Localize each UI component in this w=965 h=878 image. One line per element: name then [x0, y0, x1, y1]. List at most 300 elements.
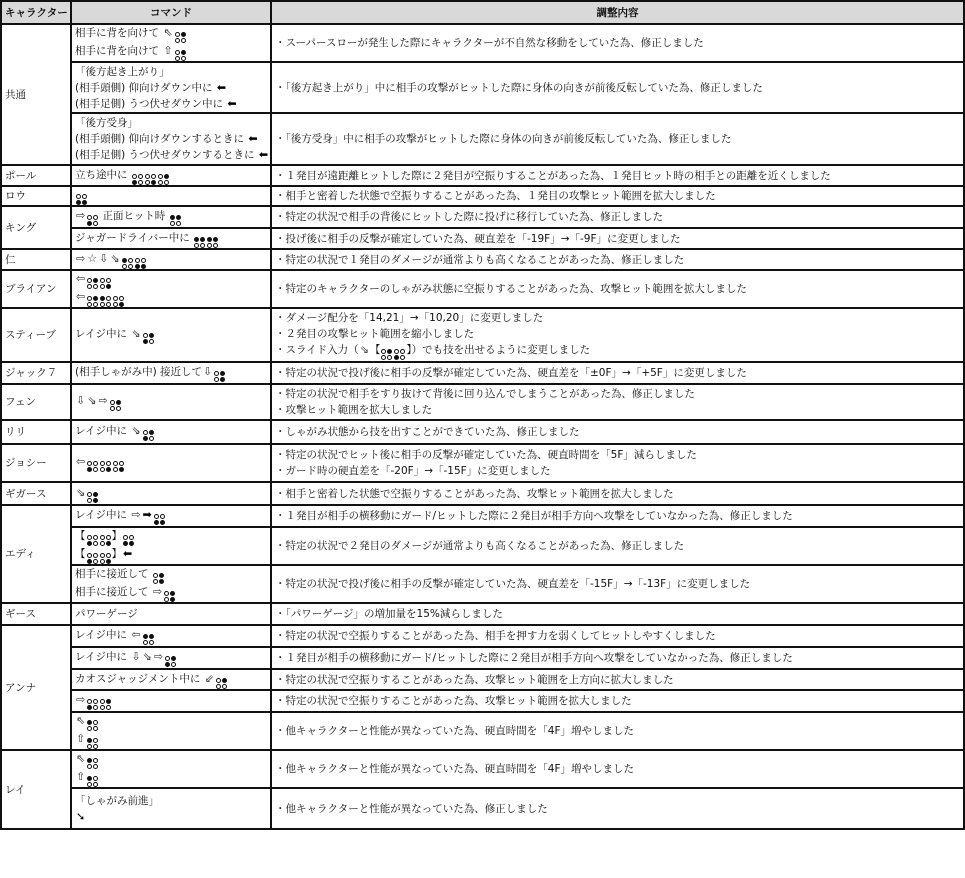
command-line: [75, 671, 267, 689]
command-text: (相手足側) うつ伏せダウンするときに: [75, 149, 258, 161]
command-text: レイジ中に: [75, 651, 131, 663]
button-input-icon: [145, 174, 156, 185]
command-line: [75, 528, 267, 546]
command-line: [75, 454, 267, 472]
notes-cell: [271, 647, 964, 669]
notes-line: [275, 188, 960, 204]
table-row: [1, 788, 964, 829]
direction-arrow-icon: ⇦: [76, 290, 86, 303]
command-text: レイジ中に: [75, 509, 131, 521]
command-line: [75, 507, 267, 525]
notes-line: [275, 326, 960, 342]
notes-cell: [271, 690, 964, 712]
command-line: [75, 364, 267, 382]
button-input-icon: [87, 296, 98, 307]
command-cell: [71, 690, 271, 712]
direction-arrow-icon: ⇩: [131, 650, 141, 663]
table-row: [1, 712, 964, 750]
notes-text: ・特定の状況で空振りすることがあった為、攻撃ヒット範囲を上方向に拡大しました: [275, 673, 674, 686]
command-line: [75, 649, 267, 667]
command-line: [75, 25, 267, 43]
command-line: [75, 64, 267, 80]
notes-text: ・特定の状況で空振りすることがあった為、攻撃ヒット範囲を拡大しました: [275, 695, 632, 707]
command-cell: [71, 24, 271, 62]
notes-cell: [271, 165, 964, 186]
notes-text: ・スライド入力（: [275, 344, 359, 356]
command-text: 【: [75, 530, 86, 542]
notes-line: [275, 131, 960, 147]
direction-arrow-icon: ⇖: [163, 26, 173, 39]
notes-text: ・特定の状況で相手をすり抜けて背後に回り込んでしまうことがあった為、修正しました: [275, 388, 695, 400]
command-cell: [71, 625, 271, 647]
command-line: [75, 131, 267, 147]
command-line: [75, 692, 267, 710]
command-line: [75, 251, 267, 269]
notes-text: ・ダメージ配分を「14,21」→「10,20」に変更しました: [275, 312, 544, 324]
notes-cell: [271, 669, 964, 690]
direction-arrow-icon: ⇨: [152, 585, 163, 598]
header-character: キャラクター: [1, 1, 71, 24]
button-input-icon: [123, 535, 134, 546]
button-input-icon: [175, 50, 186, 61]
notes-text: ・特定の状況で２発目のダメージが通常よりも高くなることがあった為、修正しました: [275, 540, 685, 552]
notes-text: ・他キャラクターと性能が異なっていた為、修正しました: [275, 802, 548, 815]
table-row: [1, 228, 964, 249]
notes-line: [275, 35, 960, 51]
button-input-icon: [214, 371, 225, 382]
command-line: [75, 751, 267, 769]
command-cell: [71, 62, 271, 113]
table-row: [1, 62, 964, 113]
notes-text: ・「後方起き上がり」中に相手の攻撃がヒットした際に身体の向きが前後反転していた為、修正しました: [275, 81, 763, 94]
command-line: [75, 713, 267, 731]
notes-line: [275, 231, 960, 247]
command-line: [75, 423, 267, 441]
command-line: [75, 230, 267, 248]
notes-line: [275, 672, 960, 688]
command-text: 立ち途中に: [75, 168, 131, 181]
table-row: [1, 420, 964, 444]
notes-cell: [271, 420, 964, 444]
button-input-icon: [100, 461, 111, 472]
character-cell: フェン: [1, 384, 71, 420]
notes-cell: [271, 270, 964, 308]
notes-text: ・「後方受身」中に相手の攻撃がヒットした際に身体の向きが前後反転していた為、修正しました: [275, 133, 732, 145]
direction-arrow-icon: ⇨: [76, 209, 86, 222]
direction-arrow-icon: ⇘: [110, 251, 120, 265]
command-line: [75, 809, 267, 825]
direction-arrow-icon: ⬅: [248, 132, 258, 145]
button-input-icon: [87, 776, 98, 787]
direction-arrow-icon: ⇘: [87, 394, 97, 407]
notes-text: 】）でも技を出せるように変更しました: [406, 344, 591, 356]
command-line: [75, 80, 267, 96]
command-line: [75, 43, 267, 61]
character-cell: ギガース: [1, 482, 71, 505]
button-input-icon: [87, 720, 98, 731]
direction-arrow-icon: ➘: [76, 809, 86, 823]
direction-arrow-icon: ⬅: [258, 148, 269, 161]
header-notes: 調整内容: [271, 1, 964, 24]
button-input-icon: [110, 400, 121, 411]
command-cell: [71, 712, 271, 750]
notes-text: 【: [369, 344, 381, 356]
notes-cell: [271, 186, 964, 206]
table-row: [1, 362, 964, 384]
command-text: 】: [111, 530, 122, 542]
notes-cell: [271, 750, 964, 788]
button-input-icon: [87, 758, 98, 769]
command-cell: [71, 420, 271, 444]
command-line: [75, 167, 267, 185]
notes-line: [275, 424, 960, 440]
command-cell: [71, 647, 271, 669]
command-line: [75, 96, 267, 112]
command-text: 相手に接近して: [75, 568, 152, 580]
command-text: (相手足側) うつ伏せダウン中に: [75, 97, 227, 110]
command-line: [75, 485, 267, 503]
button-input-icon: [100, 699, 111, 710]
button-input-icon: [170, 215, 181, 226]
command-text: パワーゲージ: [75, 608, 138, 620]
table-row: [1, 647, 964, 669]
command-text: 相手に背を向けて: [75, 45, 163, 57]
direction-arrow-icon: ⇘: [76, 485, 86, 499]
notes-line: [275, 650, 960, 666]
button-input-icon: [100, 535, 111, 546]
command-cell: [71, 308, 271, 362]
table-row: [1, 669, 964, 690]
notes-cell: [271, 527, 964, 565]
notes-line: [275, 761, 960, 777]
command-cell: [71, 113, 271, 165]
command-line: [75, 769, 267, 787]
direction-arrow-icon: ➡: [142, 508, 152, 521]
notes-text: ・特定のキャラクターのしゃがみ状態に空振りすることがあった為、攻撃ヒット範囲を拡大しました: [275, 283, 747, 295]
command-line: [75, 606, 267, 622]
notes-line: [275, 80, 960, 96]
command-line: [75, 115, 267, 131]
direction-arrow-icon: ⇦: [131, 628, 141, 641]
button-input-icon: [132, 174, 143, 185]
button-input-icon: [122, 258, 133, 269]
table-row: [1, 24, 964, 62]
command-text: 相手に接近して: [75, 586, 152, 598]
direction-arrow-icon: ⇧: [163, 44, 173, 57]
table-row: [1, 482, 964, 505]
command-cell: [71, 249, 271, 270]
notes-line: [275, 310, 960, 326]
command-text: ジャガードライバー中に: [75, 231, 194, 244]
notes-cell: [271, 444, 964, 482]
direction-arrow-icon: ⇘: [359, 343, 369, 356]
direction-arrow-icon: ⇘: [142, 650, 152, 663]
notes-cell: [271, 308, 964, 362]
direction-arrow-icon: ⇨: [153, 650, 163, 663]
direction-arrow-icon: ⇙: [204, 671, 214, 685]
notes-line: [275, 252, 960, 268]
command-text: 【: [75, 548, 86, 560]
table-row: [1, 249, 964, 270]
table-row: [1, 750, 964, 788]
command-cell: [71, 444, 271, 482]
table-body: [1, 24, 964, 829]
notes-line: [275, 693, 960, 709]
command-cell: [71, 206, 271, 228]
button-input-icon: [87, 278, 98, 289]
command-line: [75, 187, 267, 205]
button-input-icon: [143, 333, 154, 344]
table-row: [1, 308, 964, 362]
command-line: [75, 147, 267, 163]
command-text: レイジ中に: [75, 629, 131, 641]
command-line: [75, 393, 267, 411]
table-row: [1, 113, 964, 165]
button-input-icon: [154, 514, 165, 525]
button-input-icon: [164, 591, 175, 602]
notes-cell: [271, 788, 964, 829]
notes-cell: [271, 24, 964, 62]
notes-line: [275, 508, 960, 524]
button-input-icon: [87, 461, 98, 472]
notes-line: [275, 386, 960, 402]
direction-arrow-icon: ⇩: [203, 365, 213, 378]
notes-text: ・特定の状況で１発目のダメージが通常よりも高くなることがあった為、修正しました: [275, 253, 685, 266]
notes-text: ・特定の状況で空振りすることがあった為、相手を押す力を弱くしてヒットしやすくしました: [275, 630, 716, 642]
button-input-icon: [76, 194, 87, 205]
direction-arrow-icon: ⬅: [227, 96, 237, 110]
direction-arrow-icon: ⇖: [76, 752, 86, 765]
command-line: [75, 289, 267, 307]
command-cell: [71, 186, 271, 206]
notes-cell: [271, 625, 964, 647]
notes-line: [275, 447, 960, 463]
notes-text: ・特定の状況で投げ後に相手の反撃が確定していた為、硬直差を「-15F」→「-13F」に変更しました: [275, 578, 751, 590]
character-cell: ジャック７: [1, 362, 71, 384]
command-cell: [71, 750, 271, 788]
character-cell: 仁: [1, 249, 71, 270]
direction-arrow-icon: ⇨: [76, 251, 86, 265]
button-input-icon: [100, 278, 111, 289]
character-cell: ロウ: [1, 186, 71, 206]
button-input-icon: [194, 237, 205, 248]
table-row: [1, 603, 964, 625]
notes-text: ・投げ後に相手の反撃が確定していた為、硬直差を「-19F」→「-9F」に変更しました: [275, 232, 681, 245]
command-line: [75, 208, 267, 226]
notes-line: [275, 538, 960, 554]
direction-arrow-icon: ⇨: [98, 394, 108, 407]
command-text: レイジ中に: [75, 425, 131, 437]
command-text: 「後方起き上がり」: [75, 65, 170, 78]
notes-cell: [271, 603, 964, 625]
notes-line: [275, 342, 960, 360]
direction-arrow-icon: ⬅: [123, 547, 133, 560]
direction-arrow-icon: ⇘: [131, 424, 141, 437]
notes-line: [275, 628, 960, 644]
button-input-icon: [87, 492, 98, 503]
table-row: [1, 625, 964, 647]
command-line: [75, 731, 267, 749]
direction-arrow-icon: ⇨: [131, 508, 141, 521]
button-input-icon: [381, 349, 392, 360]
notes-text: ・スーパースローが発生した際にキャラクターが不自然な移動をしていた為、修正しました: [275, 37, 704, 49]
notes-cell: [271, 228, 964, 249]
character-cell: レイ: [1, 750, 71, 829]
header-command: コマンド: [71, 1, 271, 24]
character-cell: 共通: [1, 24, 71, 165]
notes-line: [275, 402, 960, 418]
command-text: レイジ中に: [75, 328, 131, 340]
command-text: 正面ヒット時: [99, 210, 169, 222]
character-cell: リリ: [1, 420, 71, 444]
command-text: 】: [111, 548, 122, 560]
table-row: [1, 444, 964, 482]
notes-text: ・ガード時の硬直差を「-20F」→「-15F」に変更しました: [275, 465, 551, 477]
button-input-icon: [87, 738, 98, 749]
notes-cell: [271, 362, 964, 384]
command-text: (相手頭側) 仰向けダウンするときに: [75, 133, 248, 145]
command-text: カオスジャッジメント中に: [75, 672, 204, 685]
notes-cell: [271, 482, 964, 505]
notes-cell: [271, 113, 964, 165]
direction-arrow-icon: ⇧: [76, 770, 86, 783]
character-cell: ブライアン: [1, 270, 71, 308]
command-cell: [71, 228, 271, 249]
command-cell: [71, 482, 271, 505]
button-input-icon: [100, 553, 111, 564]
notes-text: ・１発目が相手の横移動にガード/ヒットした際に２発目が相手方向へ攻撃をしていなかった為、修正しました: [275, 652, 793, 664]
table-row: [1, 165, 964, 186]
table-row: [1, 690, 964, 712]
table-row: [1, 270, 964, 308]
notes-line: [275, 365, 960, 381]
character-cell: スティーブ: [1, 308, 71, 362]
notes-line: [275, 723, 960, 739]
button-input-icon: [87, 215, 98, 226]
command-cell: [71, 165, 271, 186]
notes-line: [275, 209, 960, 225]
button-input-icon: [143, 430, 154, 441]
character-cell: アンナ: [1, 625, 71, 750]
button-input-icon: [207, 237, 218, 248]
table-row: [1, 206, 964, 228]
notes-line: [275, 463, 960, 479]
command-line: [75, 546, 267, 564]
character-cell: ジョシー: [1, 444, 71, 482]
direction-arrow-icon: ⇖: [76, 714, 86, 727]
command-text: 「しゃがみ前進」: [75, 794, 159, 807]
notes-line: [275, 281, 960, 297]
button-input-icon: [113, 461, 124, 472]
notes-text: ・相手と密着した状態で空振りすることがあった為、１発目の攻撃ヒット範囲を拡大しました: [275, 190, 716, 202]
button-input-icon: [135, 258, 146, 269]
notes-cell: [271, 249, 964, 270]
character-cell: キング: [1, 206, 71, 249]
notes-cell: [271, 712, 964, 750]
character-cell: ポール: [1, 165, 71, 186]
command-cell: [71, 669, 271, 690]
notes-text: ・１発目が遠距離ヒットした際に２発目が空振りすることがあった為、１発目ヒット時の相手との距離を近くしました: [275, 169, 831, 182]
button-input-icon: [100, 296, 111, 307]
button-input-icon: [175, 32, 186, 43]
button-input-icon: [113, 296, 124, 307]
notes-text: ・しゃがみ状態から技を出すことができていた為、修正しました: [275, 426, 580, 438]
button-input-icon: [143, 634, 154, 645]
notes-cell: [271, 384, 964, 420]
command-text: 「後方受身」: [75, 117, 138, 129]
button-input-icon: [87, 699, 98, 710]
command-cell: [71, 527, 271, 565]
notes-text: ・他キャラクターと性能が異なっていた為、硬直時間を「4F」増やしました: [275, 725, 635, 737]
table-row: [1, 565, 964, 603]
header-row: [1, 1, 964, 24]
direction-arrow-icon: ⇘: [131, 327, 141, 340]
notes-text: ・「パワーゲージ」の増加量を15%減らしました: [275, 608, 503, 620]
notes-line: [275, 606, 960, 622]
command-cell: [71, 505, 271, 527]
notes-text: ・１発目が相手の横移動にガード/ヒットした際に２発目が相手方向へ攻撃をしていなかった為、修正しました: [275, 510, 793, 522]
command-text: (相手しゃがみ中) 接近して: [75, 366, 203, 378]
button-input-icon: [394, 349, 405, 360]
button-input-icon: [153, 573, 164, 584]
notes-text: ・特定の状況で投げ後に相手の反撃が確定していた為、硬直差を「±0F」→「+5F」に変更しました: [275, 367, 747, 379]
command-line: [75, 566, 267, 584]
notes-line: [275, 486, 960, 502]
command-line: [75, 326, 267, 344]
notes-line: [275, 801, 960, 817]
command-cell: [71, 384, 271, 420]
notes-cell: [271, 565, 964, 603]
notes-cell: [271, 62, 964, 113]
command-line: [75, 627, 267, 645]
notes-cell: [271, 206, 964, 228]
table-row: [1, 505, 964, 527]
direction-arrow-icon: ⇦: [76, 272, 86, 285]
table-row: [1, 527, 964, 565]
notes-text: ・他キャラクターと性能が異なっていた為、硬直時間を「4F」増やしました: [275, 763, 635, 775]
command-cell: [71, 565, 271, 603]
command-cell: [71, 270, 271, 308]
notes-line: [275, 576, 960, 592]
notes-text: ・特定の状況でヒット後に相手の反撃が確定していた為、硬直時間を「5F」減らしました: [275, 449, 697, 461]
direction-arrow-icon: ⬅: [216, 80, 227, 94]
command-line: [75, 271, 267, 289]
notes-text: ・相手と密着した状態で空振りすることがあった為、攻撃ヒット範囲を拡大しました: [275, 487, 674, 500]
direction-arrow-icon: ☆: [87, 251, 98, 265]
button-input-icon: [158, 174, 169, 185]
command-cell: [71, 362, 271, 384]
direction-arrow-icon: ⇧: [76, 732, 86, 745]
table-row: [1, 186, 964, 206]
table-row: [1, 384, 964, 420]
direction-arrow-icon: ⇩: [76, 394, 86, 407]
button-input-icon: [216, 678, 227, 689]
button-input-icon: [87, 553, 98, 564]
button-input-icon: [165, 656, 176, 667]
command-line: [75, 793, 267, 809]
character-cell: エディ: [1, 505, 71, 603]
notes-text: ・攻撃ヒット範囲を拡大しました: [275, 404, 433, 416]
command-cell: [71, 788, 271, 829]
command-text: 相手に背を向けて: [75, 27, 163, 39]
direction-arrow-icon: ⇦: [76, 455, 86, 468]
character-cell: ギース: [1, 603, 71, 625]
notes-text: ・特定の状況で相手の背後にヒットした際に投げに移行していた為、修正しました: [275, 211, 664, 223]
notes-text: ・２発目の攻撃ヒット範囲を縮小しました: [275, 328, 475, 340]
command-line: [75, 584, 267, 602]
notes-cell: [271, 505, 964, 527]
command-text: (相手頭側) 仰向けダウン中に: [75, 81, 216, 94]
